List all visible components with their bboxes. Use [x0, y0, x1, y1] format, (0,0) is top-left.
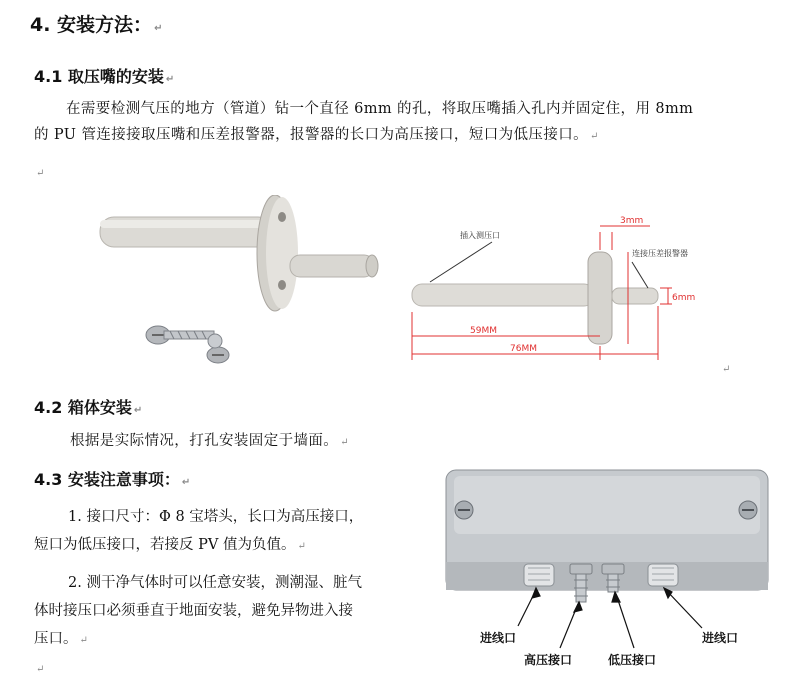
enclosure-lid: [454, 476, 760, 534]
paragraph-mark: ↵: [36, 664, 45, 675]
screw-icon: [455, 501, 473, 519]
enclosure-photo: [440, 466, 780, 676]
paragraph-mark: ↵: [722, 364, 731, 375]
dimension-3mm: 3mm: [620, 216, 644, 226]
paragraph-line: 2. 测干净气体时可以任意安装，测潮湿、脏气: [68, 575, 362, 591]
arrow-icon: [560, 602, 582, 648]
flange-hole: [278, 212, 286, 222]
subsection-heading-4-3: 4.3 安装注意事项： ↵: [34, 470, 191, 489]
screw-icon: [207, 334, 229, 363]
label-connect: 连接压差报警器: [632, 249, 688, 258]
cable-gland-right: [648, 564, 678, 586]
paragraph-4-2: 根据是实际情况，打孔安装固定于墙面。 ↵: [70, 433, 349, 449]
dimension-6mm: 6mm: [672, 293, 696, 303]
screw-icon: [146, 326, 214, 344]
pointer-line: [632, 262, 648, 288]
dimension-59mm: 59MM: [470, 326, 497, 336]
paragraph-line: 压口。 ↵: [34, 631, 88, 647]
cable-gland-left: [524, 564, 554, 586]
paragraph-line: 在需要检测气压的地方（管道）钻一个直径 6mm 的孔，将取压嘴插入孔内并固定住，用 8mm: [66, 101, 694, 117]
dimension-76mm: 76MM: [510, 344, 537, 354]
paragraph-line: 体时接压口必须垂直于地面安装，避免异物进入接: [34, 603, 353, 619]
paragraph-mark: ↵: [36, 168, 45, 179]
paragraph-4-3: [34, 503, 444, 655]
flange-hole: [278, 280, 286, 290]
nozzle-photo: [90, 195, 400, 375]
diagram-tube: [412, 284, 594, 306]
pointer-line: [430, 242, 492, 282]
paragraph-line: 短口为低压接口，若接反 PV 值为负值。 ↵: [34, 537, 306, 553]
label-inlet-left: 进线口: [480, 631, 517, 645]
label-insert: 插入测压口: [460, 231, 500, 240]
nozzle-short-tube: [290, 255, 374, 277]
label-high-pressure: 高压接口: [524, 653, 573, 667]
subsection-heading-4-2: 4.2 箱体安装 ↵: [34, 398, 143, 417]
arrow-icon: [518, 588, 540, 626]
label-inlet-right: 进线口: [702, 631, 739, 645]
paragraph-4-1: [34, 96, 774, 150]
nozzle-tip: [366, 255, 378, 277]
subsection-heading-4-1: 4.1 取压嘴的安装 ↵: [34, 67, 175, 86]
diagram-short-tube: [612, 288, 658, 304]
screw-icon: [739, 501, 757, 519]
arrow-icon: [664, 588, 702, 628]
paragraph-line: 1. 接口尺寸：Φ 8 宝塔头，长口为高压接口，: [68, 509, 364, 525]
nozzle-dimension-diagram: [400, 200, 740, 375]
section-heading: 4. 安装方法： ↵: [30, 14, 163, 36]
label-low-pressure: 低压接口: [608, 653, 657, 667]
diagram-flange: [588, 252, 612, 344]
arrow-icon: [612, 592, 634, 648]
nozzle-tube-highlight: [100, 220, 272, 228]
paragraph-line: 的 PU 管连接接取压嘴和压差报警器，报警器的长口为高压接口，短口为低压接口。 ↵: [34, 127, 599, 143]
